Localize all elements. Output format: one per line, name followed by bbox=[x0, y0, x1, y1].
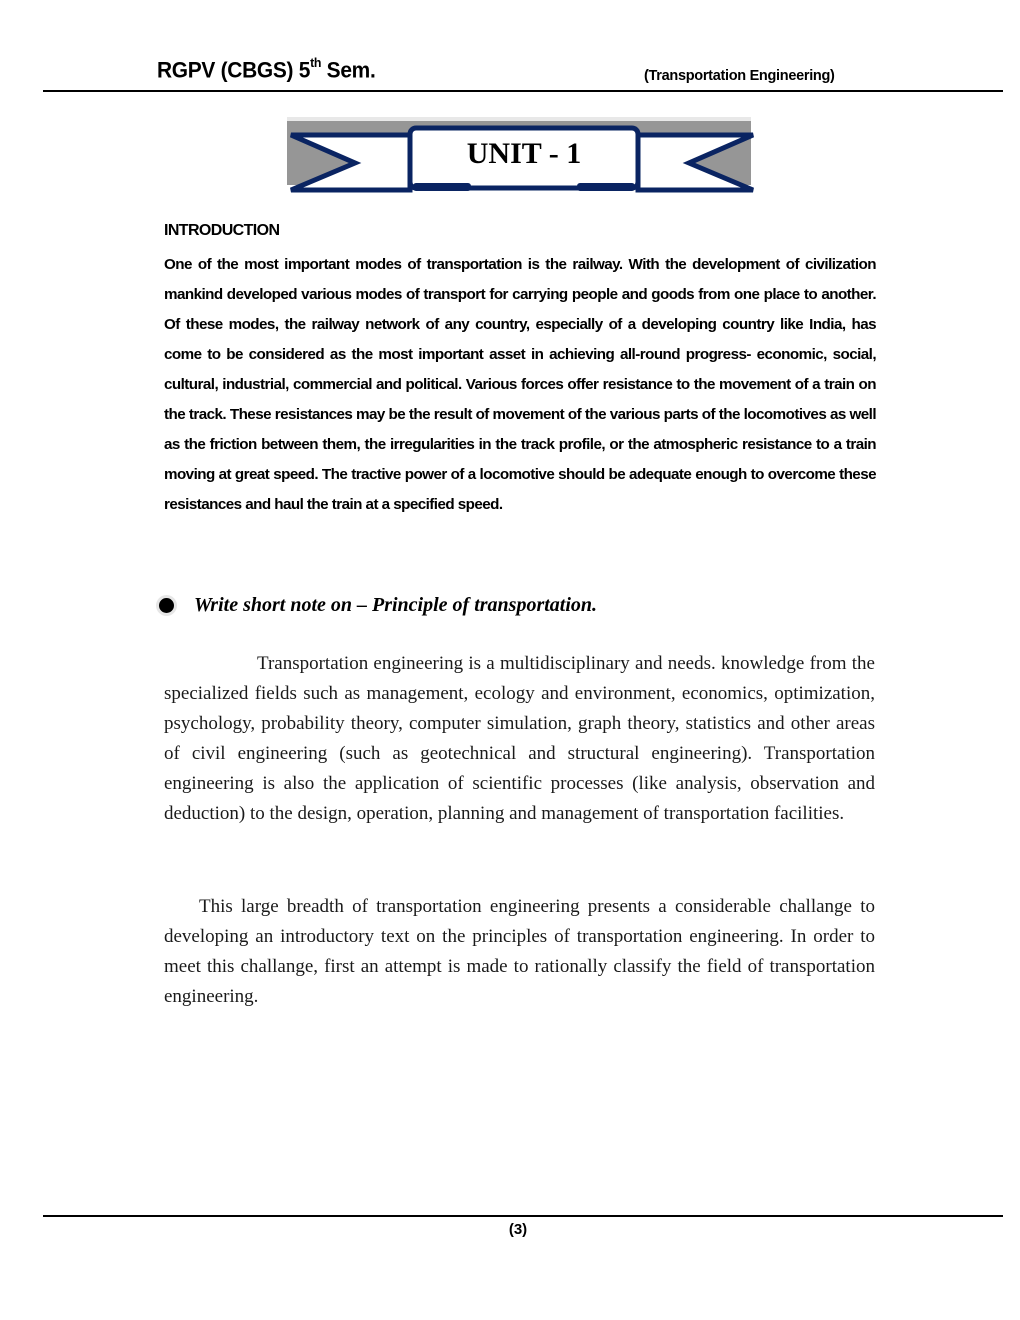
header-divider bbox=[43, 90, 1003, 92]
course-ordinal-suffix: th bbox=[310, 55, 322, 70]
question-item bbox=[159, 594, 597, 617]
subject-header: (Transportation Engineering) bbox=[644, 68, 835, 84]
course-header bbox=[157, 57, 376, 83]
course-prefix: RGPV (CBGS) 5 bbox=[157, 57, 311, 83]
footer-divider bbox=[43, 1215, 1003, 1217]
unit-banner bbox=[283, 117, 759, 195]
answer-paragraph: Transportation engineering is a multidisciplinary and needs. knowledge from the specialized fields such as management, ecology and environment, economics, optimization, psychology, probability theory, computer simulation, graph theory, statistics and other areas of civil engineering (such as geotechnical and structural engineering). Transportation engineering is also the application of scientific processes (like analysis, observation and deduction) to the design, operation, planning and management of transportation facilities. bbox=[164, 653, 875, 824]
question-text: Write short note on – Principle of transportation. bbox=[194, 594, 598, 616]
introduction-paragraph: One of the most important modes of transportation is the railway. With the development of civilization mankind developed various modes of transport for carrying people and goods from one place to another. Of these modes, the railway network of any country, especially of a developing country like India, has come to be considered as the most important asset in achieving all-round progress- economic, social, cultural, industrial, commercial and political. Various forces offer resistance to the movement of a train on the track. These resistances may be the result of movement of the various parts of the locomotives as well as the friction between them, the irregularities in the track profile, or the atmospheric resistance to a train moving at great speed. The tractive power of a locomotive should be adequate enough to overcome these resistances and haul the train at a specified speed. bbox=[164, 256, 876, 513]
course-suffix: Sem. bbox=[321, 57, 376, 83]
answer-paragraph: This large breadth of transportation engineering presents a considerable challange to developing an introductory text on the principles of transportation engineering. In order to meet this challange, first an attempt is made to rationally classify the field of transportation engineering. bbox=[164, 896, 875, 1007]
section-heading: INTRODUCTION bbox=[164, 222, 280, 239]
bullet-icon bbox=[159, 598, 174, 613]
page-number: (3) bbox=[508, 1221, 528, 1238]
unit-title: UNIT - 1 bbox=[466, 137, 582, 170]
